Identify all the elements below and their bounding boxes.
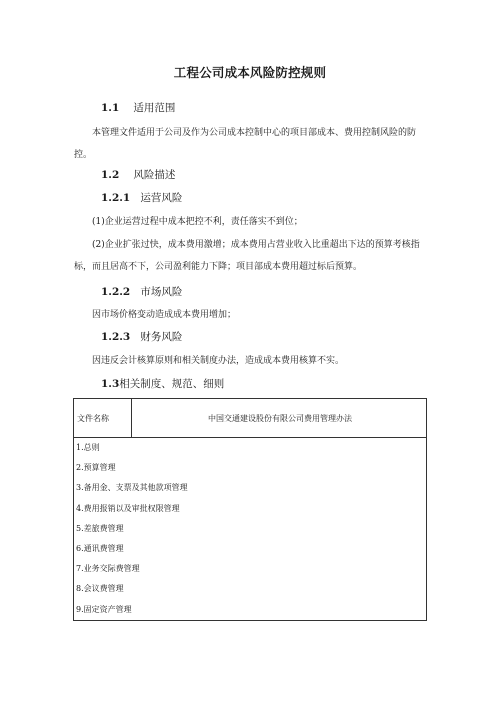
list-item: 8.会议费管理 <box>76 584 124 594</box>
heading-label: 风险描述 <box>133 169 176 181</box>
heading-label: 市场风险 <box>140 286 183 298</box>
file-name-label: 文件名称 <box>74 399 132 438</box>
list-item: 2.预算管理 <box>76 463 116 473</box>
file-name-value: 中国交通建设股份有限公司费用管理办法 <box>132 399 427 438</box>
list-item: 9.固定资产管理 <box>76 604 132 614</box>
list-item: 3.备用金、支票及其他款项管理 <box>76 483 188 493</box>
heading-number: 1.2.1 <box>101 192 131 204</box>
heading-number: 1.2.2 <box>101 286 131 298</box>
regulations-table <box>73 398 427 621</box>
heading-label: 适用范围 <box>133 102 176 114</box>
heading-number: 1.2 <box>101 169 120 181</box>
heading-number: 1.3 <box>101 378 120 390</box>
list-item: 7.业务交际费管理 <box>76 564 140 574</box>
heading-1-2-1 <box>101 190 182 205</box>
heading-label: 运营风险 <box>140 192 183 204</box>
paragraph-market-risk: 因市场价格变动造成成本费用增加； <box>92 310 237 320</box>
document-title: 工程公司成本风险防控规则 <box>173 65 327 80</box>
list-item: 4.费用报销以及审批权限管理 <box>76 503 180 513</box>
heading-1-2 <box>101 167 175 182</box>
list-item: 6.通讯费管理 <box>76 543 124 553</box>
heading-1-2-2 <box>101 284 182 299</box>
list-item: 1.总则 <box>76 443 100 452</box>
heading-1-2-3 <box>101 329 182 344</box>
table-header-row <box>74 399 427 438</box>
paragraph-financial-risk: 因违反会计核算原则和相关制度办法，造成成本费用核算不实。 <box>92 356 345 366</box>
table-items-row <box>74 438 427 621</box>
paragraph-operation-risk-1: (1)企业运营过程中成本把控不利，责任落实不到位； <box>92 217 303 227</box>
heading-number: 1.1 <box>101 102 120 114</box>
paragraph-scope: 本管理文件适用于公司及作为公司成本控制中心的项目部成本、费用控制风险的防控。 <box>74 128 417 160</box>
heading-1-3 <box>101 376 224 391</box>
heading-label: 相关制度、规范、细则 <box>119 378 225 390</box>
paragraph-operation-risk-2: (2)企业扩张过快，成本费用激增；成本费用占营业收入比重超出下达的预算考核指标，而且居高不下，公司盈利能力下降；项目部成本费用超过标后预算。 <box>74 240 420 272</box>
list-item: 5.差旅费管理 <box>76 523 124 533</box>
heading-1-1 <box>101 100 175 115</box>
heading-label: 财务风险 <box>140 331 183 343</box>
heading-number: 1.2.3 <box>101 331 131 343</box>
items-cell <box>74 438 427 621</box>
